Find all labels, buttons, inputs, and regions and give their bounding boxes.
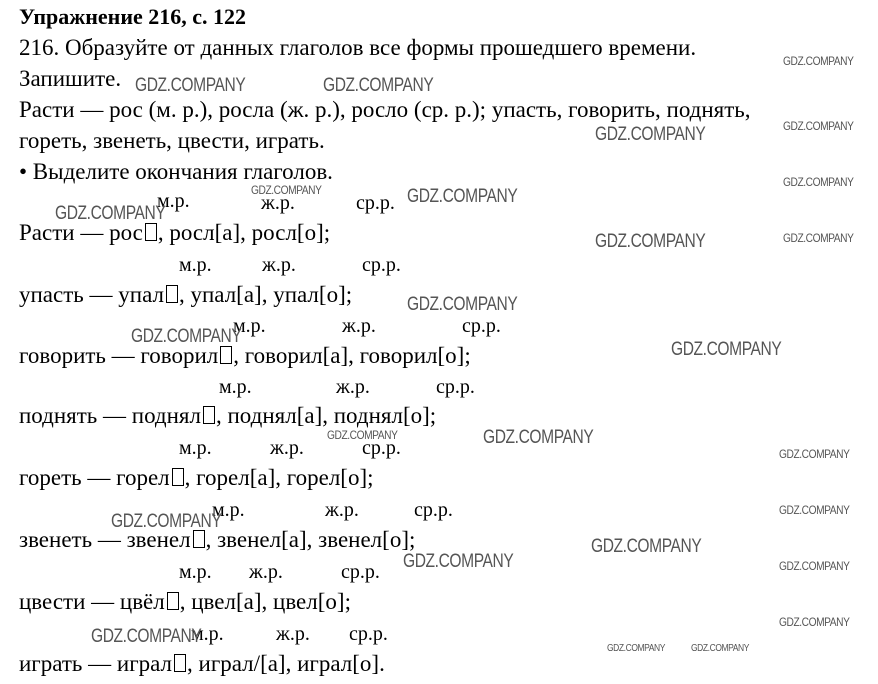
watermark: GDZ.COMPANY: [607, 643, 665, 654]
row-punctuation: ;: [464, 343, 471, 368]
watermark: GDZ.COMPANY: [671, 339, 782, 360]
gender-label-f: ж.р.: [276, 623, 310, 645]
feminine-ending: [а]: [235, 589, 262, 614]
watermark: GDZ.COMPANY: [595, 231, 706, 252]
verb-masculine: играть — играл: [19, 651, 173, 676]
gender-label-n: ср.р.: [349, 623, 388, 645]
verb-neuter-stem: , упал: [261, 282, 319, 307]
verb-masculine: звенеть — звенел: [19, 527, 191, 552]
watermark: GDZ.COMPANY: [779, 559, 850, 573]
watermark: GDZ.COMPANY: [91, 626, 202, 647]
row-punctuation: ;: [367, 465, 374, 490]
verb-neuter-stem: , росл: [240, 220, 297, 245]
neuter-ending: [о]: [402, 403, 430, 428]
feminine-ending: [а]: [281, 527, 307, 552]
watermark: GDZ.COMPANY: [779, 615, 850, 629]
answer-row: [19, 221, 330, 244]
zero-ending-box: [145, 223, 157, 241]
zero-ending-box: [220, 346, 232, 364]
watermark: GDZ.COMPANY: [55, 203, 166, 224]
gender-label-n: ср.р.: [362, 437, 401, 459]
answer-row: [19, 466, 374, 489]
gender-label-m: м.р.: [219, 376, 252, 398]
watermark: GDZ.COMPANY: [783, 119, 854, 133]
watermark: GDZ.COMPANY: [691, 643, 749, 654]
gender-label-m: м.р.: [179, 561, 212, 583]
gender-label-n: ср.р.: [462, 315, 501, 337]
neuter-ending: [о]: [437, 343, 465, 368]
gender-label-n: ср.р.: [362, 254, 401, 276]
gender-label-f: ж.р.: [325, 499, 359, 521]
feminine-ending: [а]: [214, 220, 241, 245]
watermark: GDZ.COMPANY: [407, 294, 518, 315]
neuter-ending: [о]: [340, 465, 368, 490]
row-punctuation: ;: [408, 527, 416, 552]
neuter-ending: [о]: [317, 589, 345, 614]
verb-neuter-stem: , играл: [285, 651, 353, 676]
gender-label-n: ср.р.: [436, 376, 475, 398]
zero-ending-box: [203, 406, 215, 424]
verb-neuter-stem: , звенел: [306, 527, 383, 552]
gender-label-m: м.р.: [191, 623, 224, 645]
verb-feminine-stem: , горел: [184, 465, 250, 490]
gender-label-f: ж.р.: [336, 376, 370, 398]
gender-label-f: ж.р.: [249, 561, 283, 583]
verb-masculine: цвести — цвёл: [19, 589, 165, 614]
gender-label-f: ж.р.: [342, 315, 376, 337]
gender-label-n: ср.р.: [356, 192, 395, 214]
feminine-ending: [а]: [296, 403, 323, 428]
task-line: 216. Образуйте от данных глаголов все формы прошедшего времени.: [19, 35, 697, 60]
watermark: GDZ.COMPANY: [483, 427, 594, 448]
neuter-ending: [о]: [382, 527, 409, 552]
verb-neuter-stem: , горел: [275, 465, 341, 490]
gender-label-m: м.р.: [157, 190, 190, 212]
zero-ending-box: [167, 592, 179, 610]
gender-label-m: м.р.: [212, 499, 245, 521]
verb-feminine-stem: , говорил: [233, 343, 323, 368]
zero-ending-box: [193, 530, 205, 548]
answer-row: [19, 652, 385, 675]
watermark: GDZ.COMPANY: [403, 551, 514, 572]
page-title: Упражнение 216, с. 122: [19, 4, 247, 29]
answer-row: [19, 590, 351, 613]
watermark: GDZ.COMPANY: [323, 75, 434, 96]
verb-feminine-stem: , звенел: [205, 527, 282, 552]
watermark: GDZ.COMPANY: [111, 511, 222, 532]
watermark: GDZ.COMPANY: [779, 503, 850, 517]
zero-ending-box: [172, 468, 184, 486]
verb-neuter-stem: , цвел: [261, 589, 318, 614]
verb-masculine: Расти — рос: [19, 220, 143, 245]
watermark: GDZ.COMPANY: [783, 54, 854, 68]
gender-label-m: м.р.: [179, 254, 212, 276]
verb-neuter-stem: , поднял: [322, 403, 403, 428]
verb-masculine: говорить — говорил: [19, 343, 219, 368]
gender-label-m: м.р.: [179, 437, 212, 459]
watermark: GDZ.COMPANY: [595, 124, 706, 145]
watermark: GDZ.COMPANY: [783, 231, 854, 245]
zero-ending-box: [166, 285, 178, 303]
verb-masculine: гореть — горел: [19, 465, 170, 490]
gender-label-m: м.р.: [233, 315, 266, 337]
gender-label-n: ср.р.: [414, 499, 453, 521]
row-punctuation: .: [379, 651, 385, 676]
feminine-ending: [а]: [236, 282, 262, 307]
watermark: GDZ.COMPANY: [131, 326, 242, 347]
task-line: • Выделите окончания глаголов.: [19, 159, 333, 184]
neuter-ending: [о]: [352, 651, 380, 676]
gender-label-f: ж.р.: [261, 192, 295, 214]
task-line: Расти — рос (м. р.), росла (ж. р.), росло (ср. р.); упасть, говорить, поднять,: [19, 97, 751, 122]
neuter-ending: [о]: [318, 282, 346, 307]
verb-feminine-stem: , поднял: [216, 403, 297, 428]
verb-feminine-stem: , упал: [178, 282, 237, 307]
feminine-ending: [а]: [322, 343, 349, 368]
row-punctuation: ;: [429, 403, 437, 428]
zero-ending-box: [174, 654, 186, 672]
verb-masculine: упасть — упал: [19, 282, 164, 307]
verb-masculine: поднять — поднял: [19, 403, 201, 428]
answer-row: [19, 283, 352, 306]
row-punctuation: ;: [323, 220, 331, 245]
row-punctuation: ;: [344, 589, 351, 614]
watermark: GDZ.COMPANY: [407, 186, 518, 207]
watermark: GDZ.COMPANY: [783, 175, 854, 189]
gender-label-f: ж.р.: [270, 437, 304, 459]
task-line: Запишите.: [19, 66, 122, 91]
verb-neuter-stem: , говорил: [348, 343, 438, 368]
verb-feminine-stem: , росл: [157, 220, 215, 245]
watermark: GDZ.COMPANY: [327, 428, 398, 442]
watermark: GDZ.COMPANY: [251, 183, 322, 197]
answer-row: [19, 404, 436, 427]
watermark: GDZ.COMPANY: [591, 536, 702, 557]
watermark: GDZ.COMPANY: [135, 75, 246, 96]
verb-feminine-stem: , цвел: [179, 589, 236, 614]
feminine-ending: [а]: [260, 651, 286, 676]
gender-label-n: ср.р.: [341, 561, 380, 583]
row-punctuation: ;: [345, 282, 353, 307]
watermark: GDZ.COMPANY: [779, 447, 850, 461]
feminine-ending: [а]: [249, 465, 276, 490]
answer-row: [19, 344, 471, 367]
neuter-ending: [о]: [296, 220, 324, 245]
gender-label-f: ж.р.: [262, 254, 296, 276]
verb-feminine-stem: , играл/: [187, 651, 261, 676]
task-line: гореть, звенеть, цвести, играть.: [19, 128, 325, 153]
